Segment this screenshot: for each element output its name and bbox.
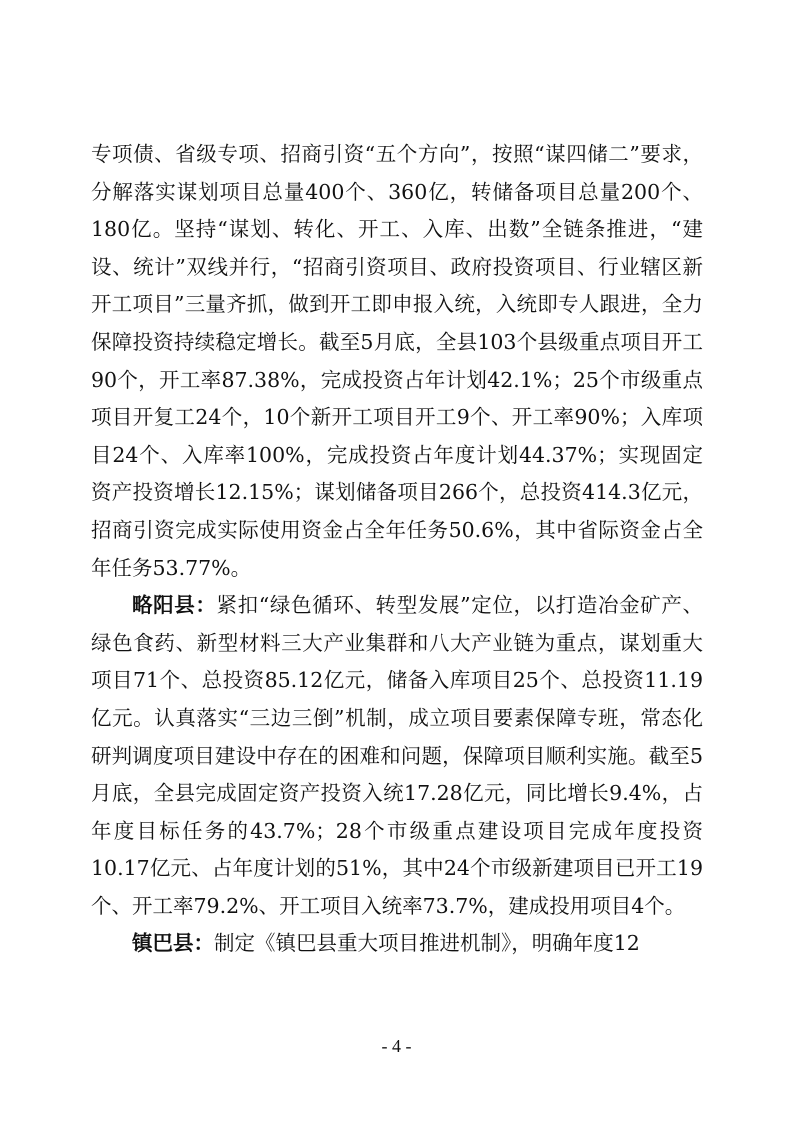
page-number: - 4 -: [381, 1036, 412, 1056]
paragraph-text: 紧扣“绿色循环、转型发展”定位，以打造冶金矿产、绿色食药、新型材料三大产业集群和八大产业链为重点，谋划重大项目71个、总投资85.12亿元，储备入库项目25个、总投资11.19亿元。认真落实“三边三倒”机制，成立项目要素保障专班，常态化研判调度项目建设中存在的困难和问题，保障项目顺利实施。截至5月底，全县完成固定资产投资入统17.28亿元，同比增长9.4%，占年度目标任务的43.7%；28个市级重点建设项目完成年度投资10.17亿元、占年度计划的51%，其中24个市级新建项目已开工19个、开工率79.2%、开工项目入统率73.7%，建成投用项目4个。: [91, 593, 703, 918]
paragraph-zhenba-county: [91, 925, 703, 963]
document-body: [91, 136, 703, 963]
paragraph-text: 专项债、省级专项、招商引资“五个方向”，按照“谋四储二”要求，分解落实谋划项目总量400个、360亿，转储备项目总量200个、180亿。坚持“谋划、转化、开工、入库、出数”全链条推进，“建设、统计”双线并行，“招商引资项目、政府投资项目、行业辖区新开工项目”三量齐抓，做到开工即申报入统，入统即专人跟进，全力保障投资持续稳定增长。截至5月底，全县103个县级重点项目开工90个，开工率87.38%，完成投资占年计划42.1%；25个市级重点项目开复工24个，10个新开工项目开工9个、开工率90%；入库项目24个、入库率100%，完成投资占年度计划44.37%；实现固定资产投资增长12.15%；谋划储备项目266个，总投资414.3亿元，招商引资完成实际使用资金占全年任务50.6%，其中省际资金占全年任务53.77%。: [91, 142, 703, 580]
paragraph-lueyang-county: [91, 587, 703, 925]
paragraph-text: 制定《镇巴县重大项目推进机制》，明确年度12: [214, 931, 640, 956]
paragraph-continuation: [91, 136, 703, 587]
paragraph-lead-heading: 镇巴县：: [132, 931, 214, 956]
paragraph-lead-heading: 略阳县：: [132, 593, 217, 618]
